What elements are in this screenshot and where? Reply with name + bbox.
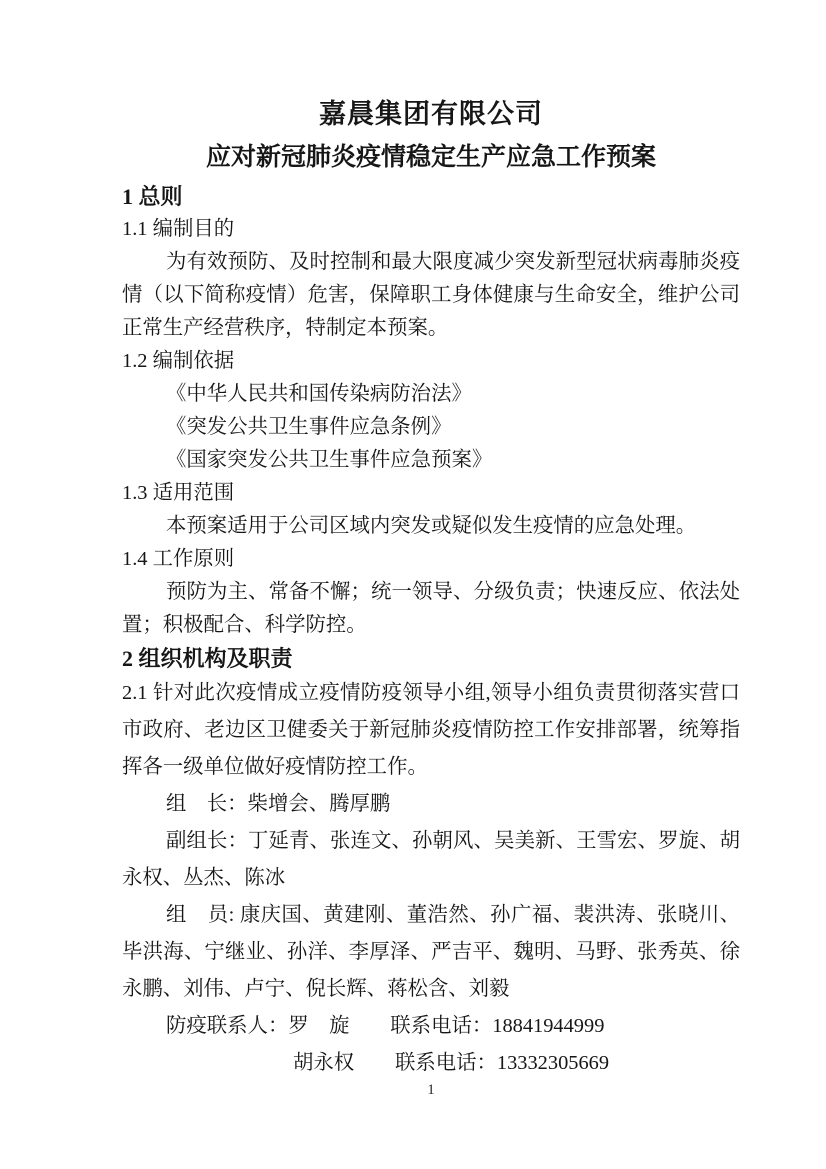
heading-working-principles: 1.4 工作原则 — [122, 548, 235, 570]
section-general-provisions — [122, 180, 740, 642]
paragraph-scope-of-application: 本预案适用于公司区域内突发或疑似发生疫情的应急处理。 — [166, 515, 697, 537]
heading-scope-of-application: 1.3 适用范围 — [122, 482, 235, 504]
reference-item-national-emergency-plan: 《国家突发公共卫生事件应急预案》 — [166, 449, 493, 471]
reference-item-infectious-disease-law: 《中华人民共和国传染病防治法》 — [166, 383, 472, 405]
section-organization-duties — [122, 642, 740, 1082]
reference-item-public-health-regulation: 《突发公共卫生事件应急条例》 — [166, 416, 452, 438]
line-epidemic-contact-1: 防疫联系人：罗 旋 联系电话：18841944999 — [166, 1015, 605, 1037]
document-title: 嘉晨集团有限公司 — [319, 99, 543, 129]
line-group-members: 组 员: 康庆国、黄建刚、董浩然、孙广福、裴洪涛、张晓川、毕洪海、宁继业、孙洋、李厚泽、严吉平、魏明、马野、张秀英、徐永鹏、刘伟、卢宁、倪长辉、蒋松含、刘毅 — [122, 904, 740, 1000]
paragraph-working-principles: 预防为主、常备不懈；统一领导、分级负责；快速反应、依法处置；积极配合、科学防控。 — [122, 581, 740, 636]
document-subtitle: 应对新冠肺炎疫情稳定生产应急工作预案 — [205, 144, 656, 171]
heading-general-provisions: 1 总则 — [122, 184, 183, 209]
paragraph-compilation-purpose: 为有效预防、及时控制和最大限度减少突发新型冠状病毒肺炎疫情（以下简称疫情）危害，保障职工身体健康与生命安全，维护公司正常生产经营秩序，特制定本预案。 — [122, 251, 740, 339]
paragraph-leading-group-intro: 2.1 针对此次疫情成立疫情防疫领导小组,领导小组负责贯彻落实营口市政府、老边区卫健委关于新冠肺炎疫情防控工作安排部署，统筹指挥各一级单位做好疫情防控工作。 — [122, 682, 740, 778]
heading-compilation-purpose: 1.1 编制目的 — [122, 218, 235, 240]
line-group-leader: 组 长：柴增会、腾厚鹏 — [166, 793, 391, 815]
heading-organization-duties: 2 组织机构及职责 — [122, 646, 293, 671]
line-epidemic-contact-2: 胡永权 联系电话：13332305669 — [293, 1052, 610, 1074]
page-number: 1 — [427, 1082, 435, 1098]
line-deputy-leaders: 副组长：丁延青、张连文、孙朝风、吴美新、王雪宏、罗旋、胡永权、丛杰、陈冰 — [122, 830, 740, 889]
heading-compilation-basis: 1.2 编制依据 — [122, 350, 235, 372]
